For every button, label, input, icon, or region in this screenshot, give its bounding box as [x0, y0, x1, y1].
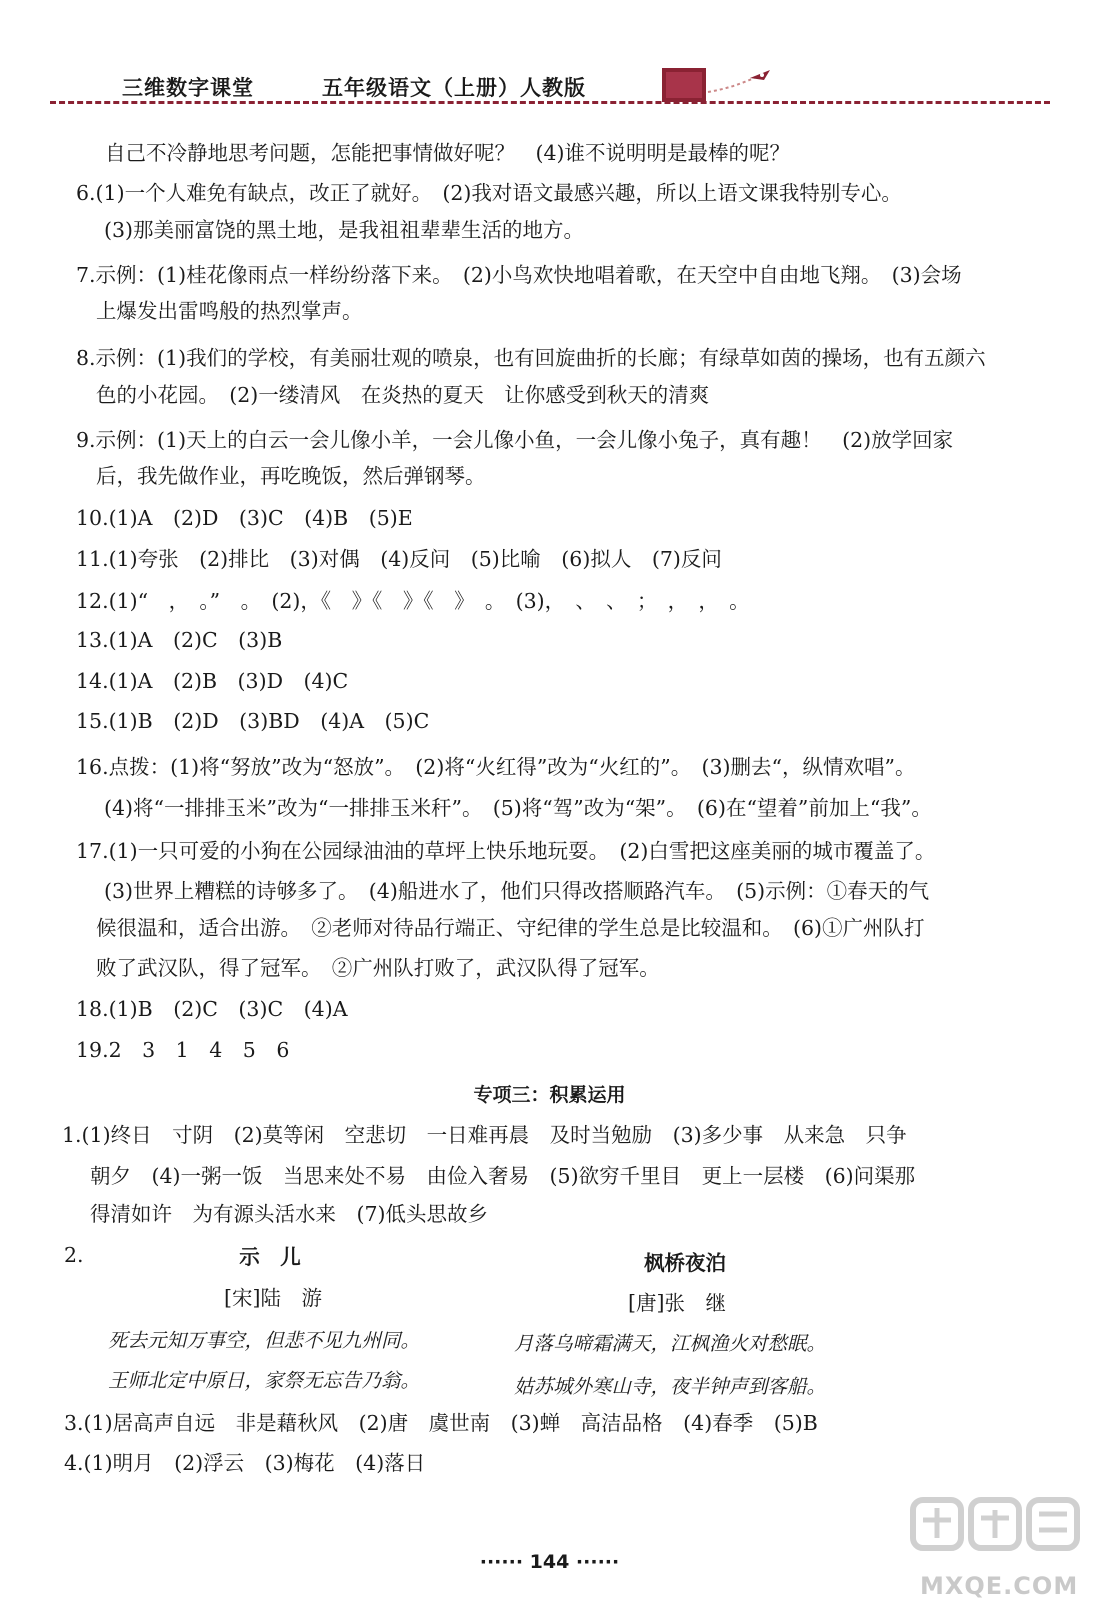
answer-line: (4)将“一排排玉米”改为“一排排玉米秆”。 (5)将“驾”改为“架”。 (6)在“望着”前加上“我”。: [104, 796, 932, 820]
answer-line: 16.点拨：(1)将“努放”改为“怒放”。 (2)将“火红得”改为“火红的”。 (3)删去“，纵情欢唱”。: [76, 755, 916, 779]
series-title: 三维数字课堂: [122, 76, 254, 100]
page-number: ······ 144 ······: [479, 1551, 620, 1573]
poem-right-title: 枫桥夜泊: [644, 1251, 726, 1275]
poem-right-line: 月落乌啼霜满天，江枫渔火对愁眠。: [514, 1332, 827, 1355]
answer-line: 10.(1)A (2)D (3)C (4)B (5)E: [76, 506, 413, 530]
answer-line: 12.(1)“ ， 。” 。 (2)，《 》《 》《 》 。 (3)， 、 、 ； ， ， 。: [76, 589, 750, 613]
answer-line: 1.(1)终日 寸阴 (2)莫等闲 空悲切 一日难再晨 及时当勉励 (3)多少事 从来急 只争: [62, 1123, 907, 1147]
answer-line: 8.示例：(1)我们的学校，有美丽壮观的喷泉，也有回旋曲折的长廊；有绿草如茵的操场，也有五颜六: [76, 346, 986, 370]
answer-line: 色的小花园。 (2)一缕清风 在炎热的夏天 让你感受到秋天的清爽: [96, 383, 710, 407]
page-header: [0, 0, 1099, 110]
poem-left-author: [宋]陆 游: [224, 1286, 322, 1310]
answer-line: 得清如许 为有源头活水来 (7)低头思故乡: [90, 1202, 489, 1226]
answer-line: 4.(1)明月 (2)浮云 (3)梅花 (4)落日: [64, 1451, 426, 1475]
poem-left-line: 死去元知万事空，但悲不见九州同。: [108, 1329, 421, 1352]
answer-line: 朝夕 (4)一粥一饭 当思来处不易 由俭入奢易 (5)欲穷千里目 更上一层楼 (6)问渠那: [90, 1164, 916, 1188]
answer-line: 6.(1)一个人难免有缺点，改正了就好。 (2)我对语文最感兴趣，所以上语文课我特别专心。: [76, 181, 902, 205]
answer-line: 15.(1)B (2)D (3)BD (4)A (5)C: [76, 709, 430, 733]
answer-line: 18.(1)B (2)C (3)C (4)A: [76, 997, 348, 1021]
poem-right-author: [唐]张 继: [628, 1291, 726, 1315]
header-divider: [50, 101, 1050, 104]
answer-line: 9.示例：(1)天上的白云一会儿像小羊，一会儿像小鱼，一会儿像小兔子，真有趣！ (2)放学回家: [76, 428, 954, 452]
answer-line: 14.(1)A (2)B (3)D (4)C: [76, 669, 349, 693]
answer-line: (3)世界上糟糕的诗够多了。 (4)船进水了，他们只得改搭顺路汽车。 (5)示例：①春天的气: [104, 879, 930, 903]
answer-line: 后，我先做作业，再吃晚饭，然后弹钢琴。: [96, 464, 486, 488]
answer-line: 7.示例：(1)桂花像雨点一样纷纷落下来。 (2)小鸟欢快地唱着歌，在天空中自由地飞翔。 (3)会场: [76, 263, 962, 287]
watermark-text: MXQE.COM: [920, 1572, 1079, 1600]
answer-line: (3)那美丽富饶的黑土地，是我祖祖辈辈生活的地方。: [104, 218, 585, 242]
answer-line: 败了武汉队，得了冠军。 ②广州队打败了，武汉队得了冠军。: [96, 956, 660, 980]
poem-left-line: 王师北定中原日，家祭无忘告乃翁。: [108, 1369, 421, 1392]
poem-left-title: 示 儿: [239, 1245, 301, 1269]
answer-line: 自己不冷静地思考问题，怎能把事情做好呢？ (4)谁不说明明是最棒的呢？: [105, 141, 791, 165]
answer-line: 候很温和，适合出游。 ②老师对待品行端正、守纪律的学生总是比较温和。 (6)①广州队打: [96, 916, 925, 940]
answer-line: 17.(1)一只可爱的小狗在公园绿油油的草坪上快乐地玩耍。 (2)白雪把这座美丽的城市覆盖了。: [76, 839, 936, 863]
section-title: 专项三：积累运用: [473, 1084, 626, 1106]
question-number: 2.: [64, 1243, 84, 1267]
book-title: 五年级语文（上册）人教版: [322, 76, 586, 100]
rocket-screen-icon: [662, 66, 782, 106]
answer-line: 11.(1)夸张 (2)排比 (3)对偶 (4)反问 (5)比喻 (6)拟人 (7)反问: [76, 547, 722, 571]
answer-line: 13.(1)A (2)C (3)B: [76, 628, 283, 652]
answer-line: 19.2 3 1 4 5 6: [76, 1038, 290, 1062]
answer-line: 上爆发出雷鸣般的热烈掌声。: [96, 299, 363, 323]
answer-line: 3.(1)居高声自远 非是藉秋风 (2)唐 虞世南 (3)蝉 高洁品格 (4)春季 (5)B: [64, 1411, 818, 1435]
poem-right-line: 姑苏城外寒山寺，夜半钟声到客船。: [514, 1375, 827, 1398]
